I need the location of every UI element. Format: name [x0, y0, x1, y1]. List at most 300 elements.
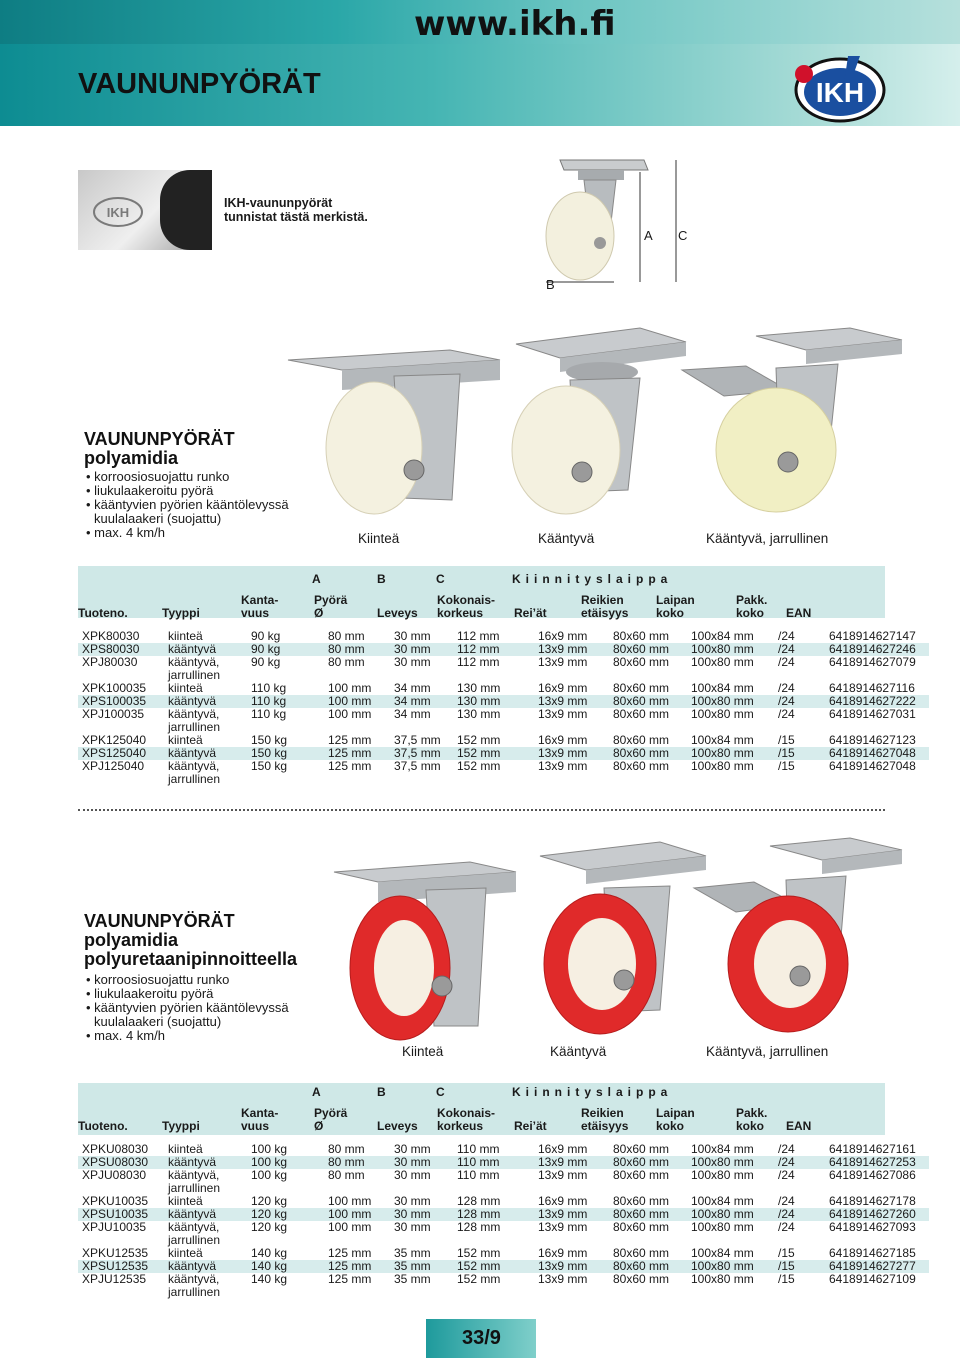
table-cell: XPS80030 [78, 643, 164, 656]
table-cell: 30 mm [390, 1208, 453, 1221]
table-cell: 100x80 mm [687, 1156, 774, 1169]
table-cell: 90 kg [251, 629, 281, 643]
table-cell: 16x9 mm [538, 1142, 588, 1156]
table-row [78, 721, 929, 734]
logo-text: IKH [815, 77, 865, 108]
header-pyora1: Pyörä [314, 1106, 348, 1120]
header-laip2: koko [656, 1119, 685, 1133]
table-cell: 100 kg [251, 1168, 288, 1182]
table-cell: /24 [778, 1168, 795, 1182]
table-cell: 6418914627048 [825, 747, 929, 760]
table-row [78, 1286, 929, 1299]
header-pyora1: Pyörä [314, 593, 348, 607]
label-kiintea: Kiinteä [358, 531, 400, 546]
table-cell: 80x60 mm [613, 733, 670, 747]
header-pakk1: Pakk. [736, 1106, 768, 1120]
table-cell: 80x60 mm [613, 1168, 670, 1182]
header-kanta1: Kanta- [241, 1106, 279, 1120]
table-cell: 13x9 mm [534, 1208, 609, 1221]
table-cell: 13x9 mm [538, 655, 588, 669]
table-cell: /15 [778, 1272, 795, 1286]
table-cell [78, 773, 164, 786]
table-cell: XPS125040 [78, 747, 164, 760]
dim-label-b: B [546, 277, 555, 292]
header-kok2: korkeus [437, 606, 484, 620]
header-laip1: Laipan [656, 1106, 695, 1120]
header-c: C [436, 572, 445, 586]
table-cell: 100 kg [251, 1142, 288, 1156]
table-cell: 100x80 mm [691, 1220, 754, 1234]
table-cell: 90 kg [251, 655, 281, 669]
table-cell: 35 mm [394, 1272, 431, 1286]
label-kaantyva: Kääntyvä [538, 531, 595, 546]
header-c: C [436, 1085, 445, 1099]
table-cell [534, 773, 609, 786]
table-cell: kääntyvä, [168, 1272, 220, 1286]
table-cell: 140 kg [251, 1272, 288, 1286]
table-cell: 90 kg [247, 643, 324, 656]
section2-features [86, 973, 289, 1043]
section2-title [84, 912, 297, 969]
header-laip1: Laipan [656, 593, 695, 607]
table-cell: 6418914627253 [825, 1156, 929, 1169]
page-number: 33/9 [462, 1327, 501, 1349]
table-cell: 100x84 mm [691, 733, 754, 747]
header-kiinnityslaippa: Kiinnityslaippa [512, 572, 673, 586]
ikh-marking-icon [88, 192, 148, 232]
table-cell [687, 773, 774, 786]
table-cell: kääntyvä, [168, 1168, 220, 1182]
header-tyyppi: Tyyppi [162, 1119, 200, 1133]
table-cell [390, 1286, 453, 1299]
table-cell: XPKU08030 [82, 1142, 149, 1156]
table-cell: XPKU10035 [82, 1194, 149, 1208]
table-cell: 13x9 mm [538, 759, 588, 773]
table-cell: 110 kg [251, 707, 287, 721]
table-cell [390, 773, 453, 786]
caption-line-1: IKH-vaununpyörät [224, 196, 333, 210]
table-cell: XPK125040 [82, 733, 147, 747]
caster-pu-swivel-image [520, 830, 710, 1040]
table-cell: 80x60 mm [613, 681, 670, 695]
svg-text:IKH: IKH [106, 205, 130, 220]
table-cell: 16x9 mm [538, 1246, 588, 1260]
table-cell: kiinteä [168, 1246, 203, 1260]
section2-title-line2: polyamidia [84, 930, 179, 950]
table-cell: XPJ80030 [82, 655, 138, 669]
section1-title-line1: VAUNUNPYÖRÄT [84, 429, 235, 449]
table-cell: 100 mm [324, 695, 390, 708]
header-a: A [312, 1085, 321, 1099]
header-kiinnityslaippa: Kiinnityslaippa [512, 1085, 673, 1099]
table-cell: XPJU10035 [82, 1220, 147, 1234]
header-kanta1: Kanta- [241, 593, 279, 607]
table-cell: 6418914627260 [825, 1208, 929, 1221]
header-laip2: koko [656, 606, 685, 620]
table-cell: jarrullinen [168, 1233, 221, 1247]
table-cell: jarrullinen [168, 1285, 221, 1299]
table-cell: 35 mm [394, 1246, 431, 1260]
table-cell: 80x60 mm [613, 1246, 670, 1260]
table-cell: 100 kg [247, 1156, 324, 1169]
table-cell: 128 mm [453, 1208, 534, 1221]
table-cell: 100x84 mm [691, 681, 754, 695]
table-cell: 6418914627086 [829, 1168, 916, 1182]
table-cell: 152 mm [457, 1272, 501, 1286]
table-cell: kääntyvä [164, 695, 247, 708]
table-cell: 80 mm [324, 1156, 390, 1169]
table-cell: 128 mm [457, 1220, 501, 1234]
table-cell: 130 mm [457, 707, 501, 721]
table-cell: kiinteä [168, 1194, 203, 1208]
table-cell: 13x9 mm [534, 695, 609, 708]
table-cell: 16x9 mm [538, 733, 588, 747]
table-cell: 80x60 mm [609, 747, 687, 760]
table-cell: /24 [774, 643, 825, 656]
feature-item: • korroosiosuojattu runko [86, 470, 289, 484]
table-cell: 152 mm [453, 747, 534, 760]
section2-title-line3: polyuretaanipinnoitteella [84, 949, 298, 969]
table-cell: XPK100035 [82, 681, 147, 695]
section-divider [78, 809, 885, 811]
header-reik1: Reikien [581, 1106, 624, 1120]
table-cell: 6418914627277 [825, 1260, 929, 1273]
table-cell: 120 kg [251, 1220, 288, 1234]
table-cell: 80 mm [328, 1142, 365, 1156]
header-tuoteno: Tuoteno. [78, 1119, 128, 1133]
table-cell: /15 [778, 1246, 795, 1260]
table-cell: 112 mm [453, 643, 534, 656]
table2-header [78, 1083, 885, 1135]
table-cell: 80x60 mm [613, 629, 670, 643]
feature-item: kuulalaakeri (suojattu) [94, 511, 222, 526]
table-cell: 100 mm [328, 1194, 372, 1208]
section1-title-line2: polyamidia [84, 448, 179, 468]
table-cell: /15 [774, 1260, 825, 1273]
spec-table-1 [78, 630, 929, 786]
table-cell: kääntyvä, [168, 1220, 220, 1234]
table-cell: 6418914627222 [825, 695, 929, 708]
header-kanta2: vuus [241, 606, 270, 620]
caster-fixed-image [282, 320, 512, 520]
table-cell: XPJU12535 [82, 1272, 147, 1286]
table-cell: 13x9 mm [534, 643, 609, 656]
table-cell: 80x60 mm [613, 655, 670, 669]
table-cell: 37,5 mm [390, 747, 453, 760]
table-cell [453, 1286, 534, 1299]
table-cell: 35 mm [390, 1260, 453, 1273]
marking-caption [224, 196, 368, 224]
table-cell: 130 mm [457, 681, 501, 695]
table-cell: kääntyvä [164, 747, 247, 760]
table-cell: kääntyvä [164, 1156, 247, 1169]
table-cell: 100x84 mm [691, 1194, 754, 1208]
table-cell: 80x60 mm [613, 707, 670, 721]
table-cell [825, 1286, 929, 1299]
dim-label-c: C [678, 228, 688, 243]
table-cell: 100x80 mm [687, 1208, 774, 1221]
table-cell: 152 mm [457, 759, 501, 773]
label-kaantyva-jarrullinen: Kääntyvä, jarrullinen [706, 531, 829, 546]
feature-item: • max. 4 km/h [86, 1029, 289, 1043]
table-cell: 100x80 mm [687, 747, 774, 760]
feature-item: • max. 4 km/h [86, 526, 289, 540]
table-cell: 120 kg [251, 1194, 288, 1208]
table-cell: 100x84 mm [691, 1246, 754, 1260]
table-cell: /15 [778, 733, 795, 747]
header-kok2: korkeus [437, 1119, 484, 1133]
table-cell: 100x84 mm [691, 629, 754, 643]
feature-item: • korroosiosuojattu runko [86, 973, 289, 987]
table-cell: 150 kg [251, 759, 288, 773]
site-url[interactable]: www.ikh.fi [414, 4, 616, 44]
table-cell: /24 [778, 1142, 795, 1156]
header-a: A [312, 572, 321, 586]
table-cell: 80 mm [328, 655, 365, 669]
header-reiat: Rei’ät [514, 1119, 547, 1133]
table-cell: 34 mm [394, 681, 431, 695]
table-cell: 125 mm [324, 747, 390, 760]
table-cell: 112 mm [457, 629, 500, 643]
table-row [78, 669, 929, 682]
table-cell [324, 1286, 390, 1299]
table-cell: 100 mm [328, 707, 372, 721]
table-cell: 80x60 mm [609, 643, 687, 656]
table-cell: 152 mm [457, 1246, 501, 1260]
table-cell: 80x60 mm [609, 1156, 687, 1169]
table-cell: 30 mm [390, 1156, 453, 1169]
table-cell: 110 kg [247, 695, 324, 708]
header-ean: EAN [786, 1119, 812, 1133]
header-reik2: etäisyys [581, 606, 629, 620]
table-cell: 100x84 mm [691, 1142, 754, 1156]
table-cell: jarrullinen [168, 772, 221, 786]
header-reik2: etäisyys [581, 1119, 629, 1133]
table-cell: 30 mm [390, 643, 453, 656]
section1-title [84, 430, 235, 468]
table-cell: 140 kg [251, 1246, 288, 1260]
table1-header [78, 566, 885, 618]
table-cell: /24 [778, 1194, 795, 1208]
header-leveys: Leveys [377, 606, 418, 620]
table-cell: 125 mm [324, 1260, 390, 1273]
table-cell: 100x80 mm [691, 707, 754, 721]
table-cell: 6418914627185 [829, 1246, 916, 1260]
table-cell [453, 773, 534, 786]
table-cell: 152 mm [457, 733, 501, 747]
table-cell: kääntyvä, [168, 655, 220, 669]
table-cell: kiinteä [168, 733, 203, 747]
table-cell: 80x60 mm [613, 1142, 670, 1156]
table-cell: XPJ100035 [82, 707, 145, 721]
header-kanta2: vuus [241, 1119, 270, 1133]
header-leveys: Leveys [377, 1119, 418, 1133]
table-cell: 13x9 mm [538, 1272, 588, 1286]
header-pakk2: koko [736, 606, 765, 620]
table-cell: kääntyvä, [168, 707, 220, 721]
table-cell: 34 mm [394, 707, 431, 721]
table-cell: 125 mm [328, 1272, 372, 1286]
table-row [78, 773, 929, 786]
table-cell: 80 mm [324, 643, 390, 656]
table-cell: jarrullinen [168, 1181, 221, 1195]
feature-item: • liukulaakeroitu pyörä [86, 987, 289, 1001]
page-title: VAUNUNPYÖRÄT [78, 68, 321, 100]
table-cell: 110 mm [453, 1156, 534, 1169]
table-cell: 6418914627079 [829, 655, 916, 669]
label-pu-kiintea: Kiinteä [402, 1044, 444, 1059]
table-cell: 152 mm [453, 1260, 534, 1273]
table-cell: /24 [778, 681, 795, 695]
table-cell: 80x60 mm [609, 1208, 687, 1221]
table-cell: 30 mm [394, 1168, 431, 1182]
table-cell: /24 [774, 1156, 825, 1169]
header-reiat: Rei’ät [514, 606, 547, 620]
table-cell: XPJU08030 [82, 1168, 147, 1182]
table-cell: 100x80 mm [691, 1272, 754, 1286]
table-cell [247, 773, 324, 786]
table-cell: 80x60 mm [613, 1194, 670, 1208]
table-cell: 100x80 mm [691, 759, 754, 773]
table-cell: 6418914627093 [829, 1220, 916, 1234]
header-pyora2: Ø [314, 1119, 324, 1133]
table-cell: 125 mm [328, 1246, 372, 1260]
table-cell: kiinteä [168, 1142, 203, 1156]
table-cell: 100x80 mm [687, 695, 774, 708]
table-cell [609, 773, 687, 786]
header-reik1: Reikien [581, 593, 624, 607]
header-tuoteno: Tuoteno. [78, 606, 128, 620]
dim-label-a: A [644, 228, 653, 243]
header-ean: EAN [786, 606, 812, 620]
table-cell [774, 1286, 825, 1299]
table-cell: 80x60 mm [609, 695, 687, 708]
feature-item: kuulalaakeri (suojattu) [94, 1014, 222, 1029]
table-cell: 13x9 mm [534, 747, 609, 760]
table-cell: 128 mm [457, 1194, 501, 1208]
table-cell: 110 kg [251, 681, 287, 695]
table-cell: 6418914627123 [829, 733, 916, 747]
table-cell: 16x9 mm [538, 629, 588, 643]
table-cell: 13x9 mm [538, 1168, 588, 1182]
table-cell [609, 1286, 687, 1299]
caster-swivel-image [490, 320, 690, 520]
table-cell: /15 [774, 747, 825, 760]
table-cell: /24 [778, 629, 795, 643]
table-cell: 120 kg [247, 1208, 324, 1221]
table-cell: 30 mm [394, 1194, 431, 1208]
table-cell: XPJ125040 [82, 759, 145, 773]
table-cell: 100 mm [328, 1220, 372, 1234]
header-kok1: Kokonais- [437, 1106, 496, 1120]
table-cell [534, 1286, 609, 1299]
table-cell: /24 [774, 695, 825, 708]
caster-swivel-brake-image [676, 320, 906, 520]
table-cell: 100x80 mm [687, 643, 774, 656]
header-kok1: Kokonais- [437, 593, 496, 607]
header-pakk2: koko [736, 1119, 765, 1133]
table-cell: 16x9 mm [538, 1194, 588, 1208]
table-cell [324, 773, 390, 786]
table-cell: /24 [778, 1220, 795, 1234]
table-row [78, 1182, 929, 1195]
table-cell: kääntyvä [164, 643, 247, 656]
header-pyora2: Ø [314, 606, 324, 620]
table-cell: XPSU12535 [78, 1260, 164, 1273]
caster-pu-swivel-brake-image [690, 830, 906, 1040]
section2-title-line1: VAUNUNPYÖRÄT [84, 911, 235, 931]
label-pu-kaantyva: Kääntyvä [550, 1044, 607, 1059]
table-cell: 100x80 mm [691, 1168, 754, 1182]
table-cell: XPKU12535 [82, 1246, 149, 1260]
table-cell: 150 kg [251, 733, 288, 747]
table-cell: /15 [778, 759, 795, 773]
table-cell: 34 mm [390, 695, 453, 708]
table-cell: 80x60 mm [613, 1220, 670, 1234]
table-cell: 80x60 mm [613, 759, 670, 773]
table-cell: /24 [774, 1208, 825, 1221]
table-cell: 112 mm [457, 655, 500, 669]
table-cell: 100 mm [324, 1208, 390, 1221]
table-cell: kiinteä [168, 681, 203, 695]
table-cell: 125 mm [328, 759, 372, 773]
table-cell: XPK80030 [82, 629, 140, 643]
table-cell: 30 mm [394, 655, 431, 669]
table-cell: 6418914627178 [829, 1194, 916, 1208]
table-cell: 80x60 mm [609, 1260, 687, 1273]
table-cell: 6418914627246 [825, 643, 929, 656]
table-cell: kiinteä [168, 629, 203, 643]
table-cell: 13x9 mm [538, 707, 588, 721]
table-cell: 110 mm [457, 1142, 500, 1156]
section1-features [86, 470, 289, 540]
feature-item: • kääntyvien pyörien kääntölevyssä [86, 1001, 289, 1015]
table-cell: 6418914627147 [829, 629, 916, 643]
table-row [78, 1234, 929, 1247]
table-cell: 37,5 mm [394, 733, 441, 747]
table-cell: 16x9 mm [538, 681, 588, 695]
table-cell: 6418914627109 [829, 1272, 916, 1286]
table-cell [687, 1286, 774, 1299]
table-cell: kääntyvä [164, 1208, 247, 1221]
table-cell: 150 kg [247, 747, 324, 760]
header-b: B [377, 1085, 386, 1099]
ikh-logo [784, 54, 888, 124]
caster-pu-fixed-image [330, 836, 520, 1046]
table-cell [247, 1286, 324, 1299]
caption-line-2: tunnistat tästä merkistä. [224, 210, 368, 224]
table-cell: 6418914627116 [829, 681, 915, 695]
marking-photo [78, 170, 212, 250]
feature-item: • kääntyvien pyörien kääntölevyssä [86, 498, 289, 512]
table-cell: 80 mm [328, 629, 365, 643]
spec-table-2 [78, 1143, 929, 1299]
table-cell [825, 773, 929, 786]
table-cell: XPSU08030 [78, 1156, 164, 1169]
feature-item: • liukulaakeroitu pyörä [86, 484, 289, 498]
table-cell: 130 mm [453, 695, 534, 708]
table-cell: 13x9 mm [534, 1260, 609, 1273]
table-cell: kääntyvä, [168, 759, 220, 773]
table-cell: XPSU10035 [78, 1208, 164, 1221]
header-tyyppi: Tyyppi [162, 606, 200, 620]
table-cell: 30 mm [394, 1142, 431, 1156]
table-cell: 37,5 mm [394, 759, 441, 773]
page-number-box [426, 1319, 536, 1358]
table-cell: 80 mm [328, 1168, 365, 1182]
table-cell: 30 mm [394, 1220, 431, 1234]
table-cell: 6418914627048 [829, 759, 916, 773]
